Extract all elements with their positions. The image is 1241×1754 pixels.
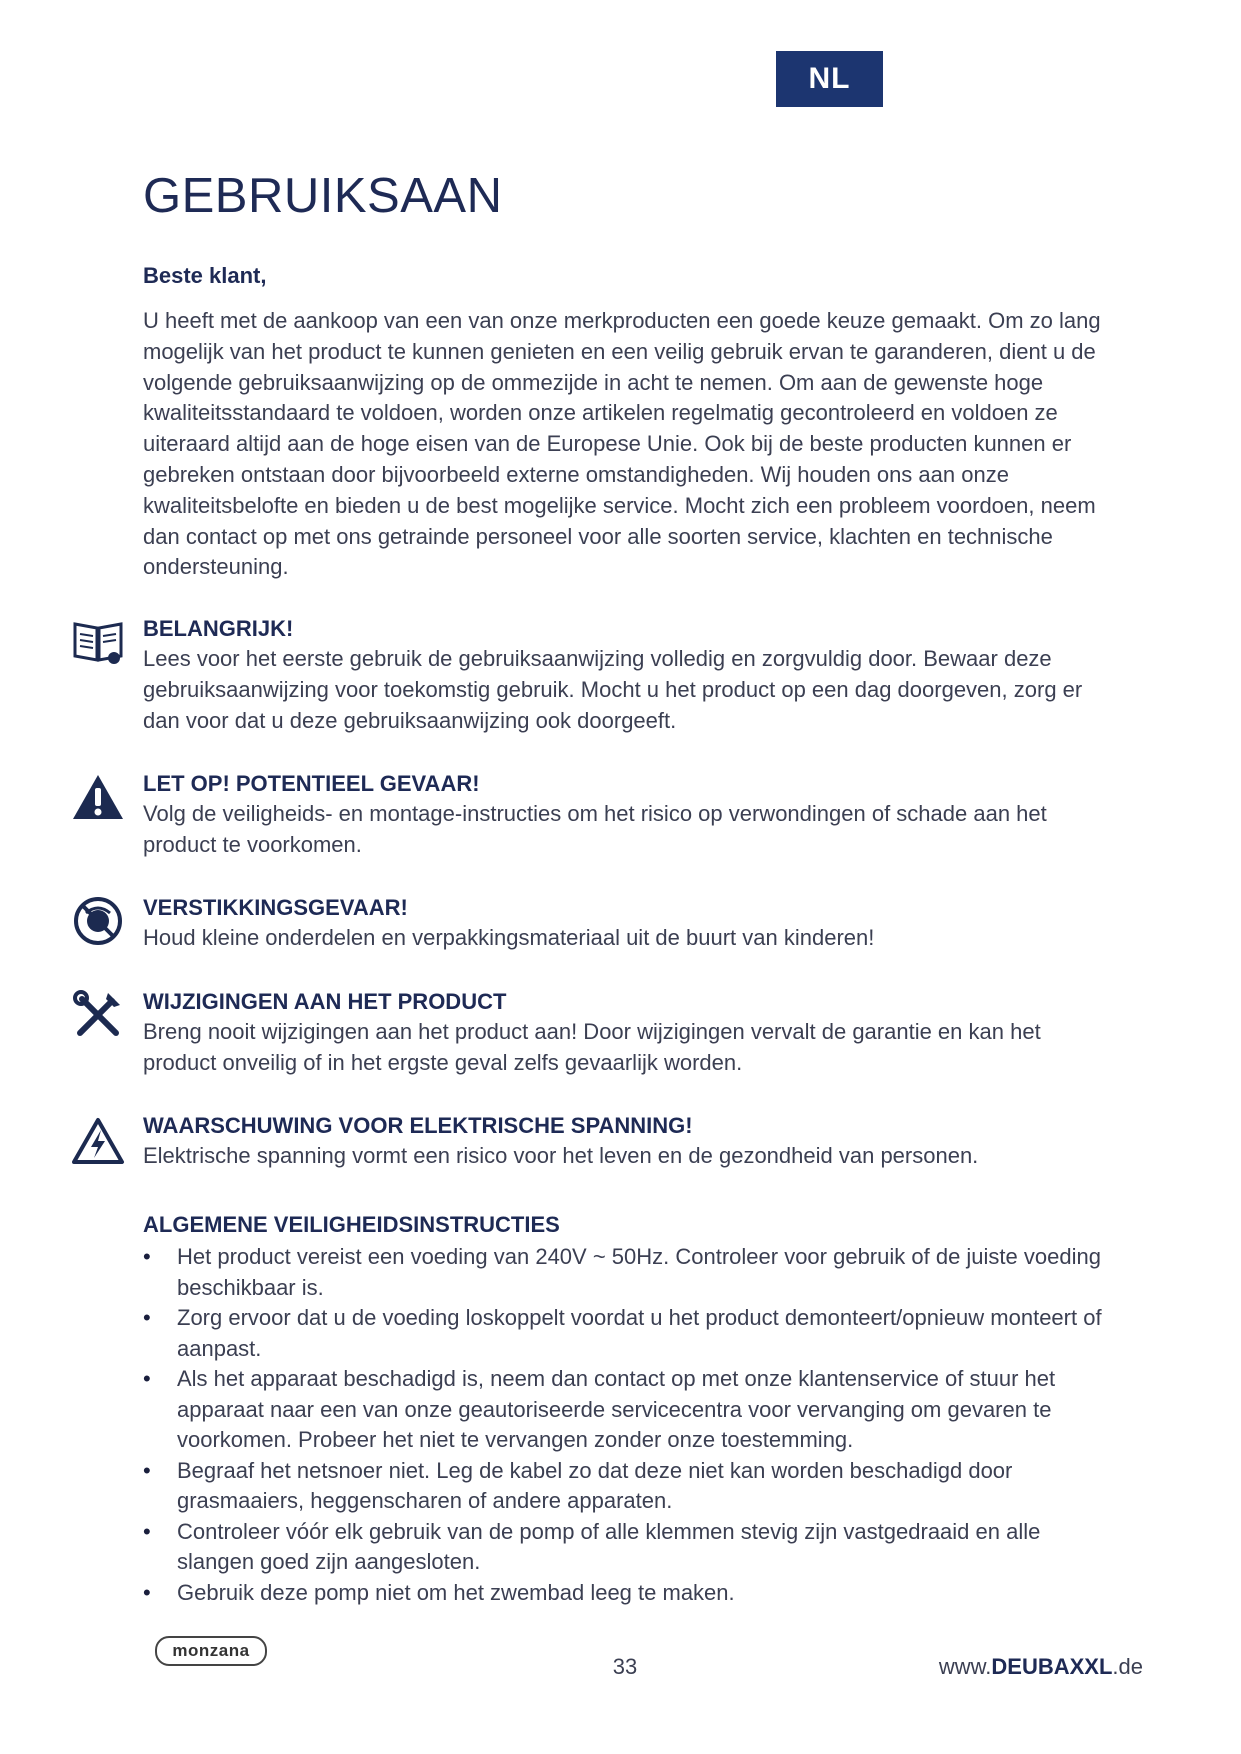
electric-hazard-icon <box>70 1113 126 1169</box>
section-text: Breng nooit wijzigingen aan het product aan! Door wijzigingen vervalt de garantie en kan het product onveilig of in het ergste geval zelfs gevaarlijk worden. <box>143 1019 1041 1075</box>
list-item: • Het product vereist een voeding van 240V ~ 50Hz. Controleer voor gebruik of de juiste voeding beschikbaar is. <box>143 1242 1103 1303</box>
section-heading: WIJZIGINGEN AAN HET PRODUCT <box>143 989 507 1014</box>
url-prefix: www. <box>938 1654 992 1679</box>
tools-icon <box>70 987 126 1043</box>
list-item: • Zorg ervoor dat u de voeding loskoppelt voordat u het product demonteert/opnieuw monteert of aanpast. <box>143 1303 1103 1364</box>
url-suffix: .de <box>1112 1654 1143 1679</box>
list-item: • Gebruik deze pomp niet om het zwembad leeg te maken. <box>143 1578 1103 1609</box>
intro-paragraph: U heeft met de aankoop van een van onze merkproducten een goede keuze gemaakt. Om zo lang mogelijk van het product te kunnen genieten en een veilig gebruik ervan te garanderen, dient u de volgende gebruiksaanwijzing op de ommezijde in acht te nemen. Om aan de gewenste hoge kwaliteitsstandaard te voldoen, worden onze artikelen regelmatig gecontroleerd en voldoen ze uiteraard altijd aan de hoge eisen van de Europese Unie. Ook bij de beste producten kunnen er gebreken ontstaan door bijvoorbeeld externe omstandigheden. Wij houden ons aan onze kwaliteitsbelofte en bieden u de best mogelijke service. Mocht zich een probleem voordoen, neem dan contact op met ons getrainde personeel voor alle soorten service, klachten en technische ondersteuning. <box>143 308 1101 580</box>
general-safety-heading: ALGEMENE VEILIGHEIDSINSTRUCTIES <box>143 1212 560 1237</box>
page-title: GEBRUIKSAAN <box>143 169 503 223</box>
section-text: Houd kleine onderdelen en verpakkingsmateriaal uit de buurt van kinderen! <box>143 925 875 950</box>
language-badge: NL <box>776 51 883 107</box>
list-item: • Controleer vóór elk gebruik van de pomp of alle klemmen stevig zijn vastgedraaid en alle slangen goed zijn aangesloten. <box>143 1517 1103 1578</box>
section-heading: BELANGRIJK! <box>143 616 294 641</box>
suffocation-icon <box>70 893 126 949</box>
section-text: Elektrische spanning vormt een risico voor het leven en de gezondheid van personen. <box>143 1143 979 1168</box>
footer-website <box>939 1654 1143 1680</box>
section-heading: VERSTIKKINGSGEVAAR! <box>143 895 408 920</box>
page-number: 33 <box>612 1654 638 1679</box>
safety-instructions-list <box>143 1242 1103 1608</box>
list-item: • Als het apparaat beschadigd is, neem dan contact op met onze klantenservice of stuur het apparaat naar een van onze geautoriseerde servicecentra voor vervanging om gevaren te voorkomen. Probeer het niet te vervangen zonder onze toestemming. <box>143 1364 1103 1456</box>
section-heading: LET OP! POTENTIEEL GEVAAR! <box>143 771 480 796</box>
list-item: • Begraaf het netsnoer niet. Leg de kabel zo dat deze niet kan worden beschadigd door grasmaaiers, heggenscharen of andere apparaten. <box>143 1456 1103 1517</box>
greeting: Beste klant, <box>143 263 267 288</box>
manual-icon <box>70 614 126 670</box>
brand-logo: monzana <box>155 1636 267 1666</box>
section-text: Lees voor het eerste gebruik de gebruiksaanwijzing volledig en zorgvuldig door. Bewaar deze gebruiksaanwijzing voor toekomstig gebruik. Mocht u het product op een dag doorgeven, zorg er dan voor dat u deze gebruiksaanwijzing ook doorgeeft. <box>143 646 1083 733</box>
url-brand: DEUBAXXL <box>991 1654 1113 1679</box>
section-heading: WAARSCHUWING VOOR ELEKTRISCHE SPANNING! <box>143 1113 693 1138</box>
warning-icon <box>70 769 126 825</box>
section-text: Volg de veiligheids- en montage-instructies om het risico op verwondingen of schade aan het product te voorkomen. <box>143 801 1047 857</box>
